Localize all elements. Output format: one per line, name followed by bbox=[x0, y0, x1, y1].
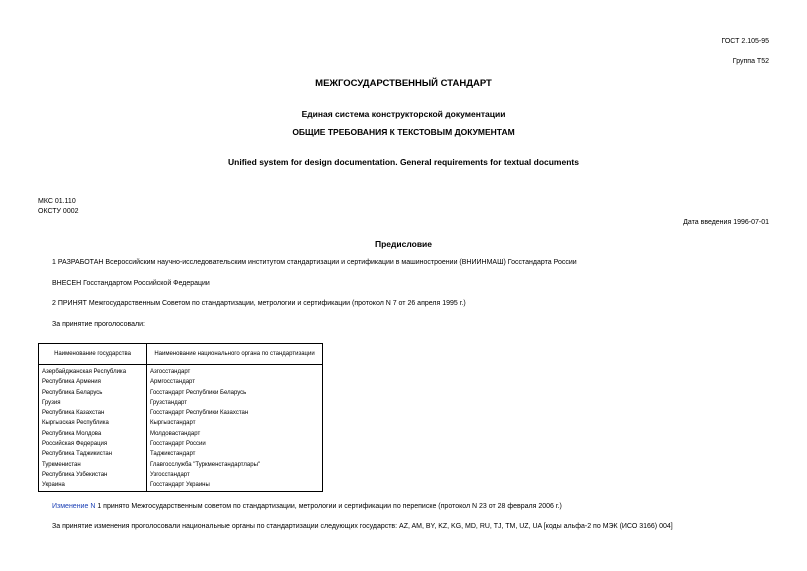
state-cell: Азербайджанская Республика bbox=[39, 365, 147, 378]
introduction-date: Дата введения 1996-07-01 bbox=[683, 219, 769, 226]
body-cell: Азгосстандарт bbox=[150, 369, 191, 375]
preface-adopted: 2 ПРИНЯТ Межгосударственным Советом по стандартизации, метрологии и сертификации (протокол N 7 от 26 апреля 1995 г.) bbox=[52, 300, 466, 307]
table-header-row bbox=[39, 344, 323, 365]
state-cell: Республика Казахстан bbox=[39, 408, 147, 418]
state-cell: Республика Молдова bbox=[39, 429, 147, 439]
table-row bbox=[39, 470, 323, 480]
body-cell: Молдовастандарт bbox=[150, 430, 201, 437]
body-cell: Узгосстандарт bbox=[150, 471, 190, 478]
preface-voted: За принятие проголосовали: bbox=[52, 321, 145, 328]
document-type-title: МЕЖГОСУДАРСТВЕННЫЙ СТАНДАРТ bbox=[315, 78, 492, 89]
body-cell: Армгосстандарт bbox=[150, 379, 195, 386]
table-row bbox=[39, 449, 323, 459]
standard-code: ГОСТ 2.105-95 bbox=[721, 38, 769, 45]
body-cell: Грузстандарт bbox=[150, 399, 187, 406]
english-title: Unified system for design documentation. General requirements for textual documents bbox=[228, 157, 579, 167]
table-row bbox=[39, 480, 323, 491]
state-cell: Туркменистан bbox=[39, 460, 147, 470]
subject-title: ОБЩИЕ ТРЕБОВАНИЯ К ТЕКСТОВЫМ ДОКУМЕНТАМ bbox=[292, 127, 515, 137]
body-cell: Таджикстандарт bbox=[150, 451, 196, 458]
table-row bbox=[39, 439, 323, 449]
preface-heading: Предисловие bbox=[374, 239, 433, 249]
body-cell: Госстандарт Республики Беларусь bbox=[150, 389, 247, 396]
system-title: Единая система конструкторской документации bbox=[301, 109, 506, 119]
voting-states-table bbox=[38, 343, 323, 492]
amendment-text: 1 принято Межгосударственным советом по стандартизации, метрологии и сертификации по переписке (протокол N 23 от 28 февраля 2006 г.) bbox=[95, 503, 562, 510]
table-row bbox=[39, 365, 323, 378]
preface-introduced: ВНЕСЕН Госстандартом Российской Федерации bbox=[52, 280, 210, 287]
table-row bbox=[39, 377, 323, 387]
amendment-votes: За принятие изменения проголосовали национальные органы по стандартизации следующих государств: AZ, AM, BY, KZ, KG, MD, RU, TJ, TM, UZ, UA [коды альфа-2 по МЭК (ИСО 3166) 004] bbox=[52, 523, 673, 530]
state-cell: Грузия bbox=[39, 398, 147, 408]
state-cell: Российская Федерация bbox=[39, 439, 147, 449]
table-row bbox=[39, 388, 323, 398]
body-cell: Главгосслужба "Туркменстандартлары" bbox=[150, 461, 261, 468]
okstu-code: ОКСТУ 0002 bbox=[38, 208, 79, 215]
state-cell: Кыргызская Республика bbox=[39, 418, 147, 428]
table-row bbox=[39, 408, 323, 418]
table-row bbox=[39, 429, 323, 439]
table-row bbox=[39, 418, 323, 428]
table-row bbox=[39, 460, 323, 470]
state-cell: Республика Армения bbox=[39, 377, 147, 387]
state-cell: Украина bbox=[39, 480, 147, 491]
mks-code: МКС 01.110 bbox=[38, 198, 76, 205]
group-label: Группа Т52 bbox=[732, 58, 769, 65]
body-cell: Госстандарт России bbox=[150, 441, 206, 448]
preface-developed: 1 РАЗРАБОТАН Всероссийским научно-исследовательским институтом стандартизации и сертификации в машиностроении (ВНИИНМАШ) Госстандарта России bbox=[52, 259, 577, 266]
amendment-link[interactable]: Изменение N bbox=[52, 503, 96, 510]
state-cell: Республика Узбекистан bbox=[39, 470, 147, 480]
body-cell: Кыргызстандарт bbox=[150, 420, 196, 427]
body-cell: Госстандарт Республики Казахстан bbox=[150, 410, 249, 417]
table-row bbox=[39, 398, 323, 408]
column-header-state: Наименование государства bbox=[39, 344, 147, 365]
body-cell: Госстандарт Украины bbox=[150, 482, 210, 489]
amendment-note bbox=[52, 503, 562, 510]
state-cell: Республика Таджикистан bbox=[39, 449, 147, 459]
column-header-body: Наименование национального органа по стандартизации bbox=[147, 344, 323, 365]
state-cell: Республика Беларусь bbox=[39, 388, 147, 398]
